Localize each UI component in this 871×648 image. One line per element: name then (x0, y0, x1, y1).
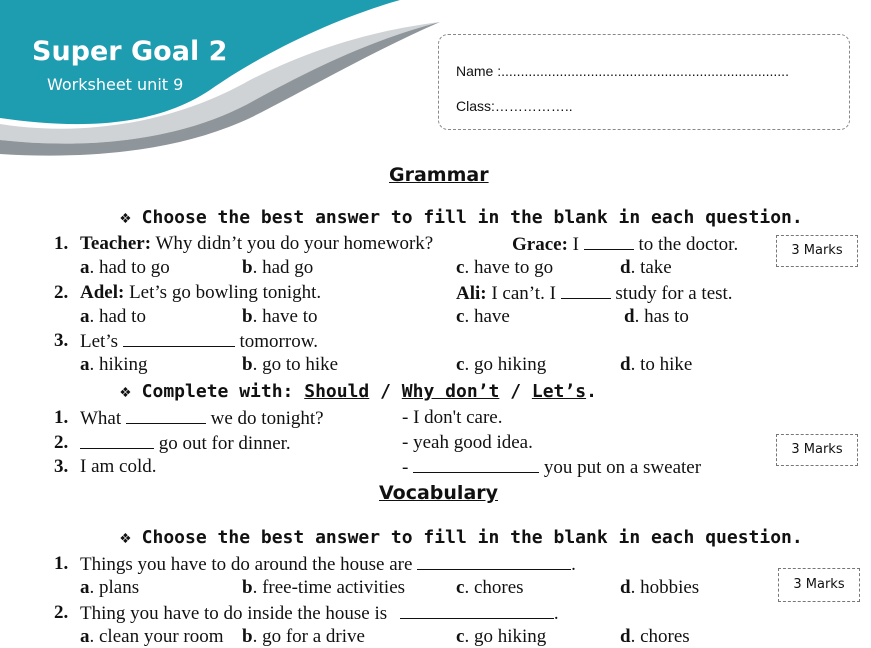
c1-reply: - I don't care. (402, 407, 503, 428)
q1-option-b[interactable]: b. had go (242, 257, 314, 278)
q3-number: 3. (54, 330, 69, 351)
instruction2-period: . (586, 381, 597, 402)
grammar-instruction-2 (120, 381, 597, 402)
v1-end: . (571, 554, 576, 575)
v1-number: 1. (54, 553, 69, 574)
q2-option-d[interactable]: d. has to (624, 306, 689, 327)
student-info-box (438, 34, 850, 130)
c2-line (80, 432, 291, 455)
class-label: Class: (456, 98, 495, 114)
grammar-instruction-1: ❖ Choose the best answer to fill in the blank in each question. (120, 207, 803, 228)
q3-option-b[interactable]: b. go to hike (242, 354, 339, 375)
q2-line-a (80, 282, 321, 304)
q1-number: 1. (54, 233, 69, 254)
q1-speaker-a: Teacher: (80, 233, 152, 254)
q2-blank[interactable] (561, 282, 611, 299)
v1-option-b[interactable]: b. free-time activities (242, 577, 406, 598)
q1-blank[interactable] (584, 233, 634, 250)
c1-pre: What (80, 408, 122, 429)
option-should: Should (304, 381, 370, 402)
q3-option-c[interactable]: c. go hiking (456, 354, 547, 375)
q1-option-a[interactable]: a. had to go (80, 257, 170, 278)
class-dots: …………….. (494, 98, 573, 114)
worksheet-title: Super Goal 2 (32, 36, 228, 67)
v1-text: Things you have to do around the house are (80, 554, 413, 575)
name-field[interactable] (456, 63, 789, 79)
c2-number: 2. (54, 432, 69, 453)
q2-speaker-b: Ali: (456, 283, 487, 304)
v1-option-c[interactable]: c. chores (456, 577, 524, 598)
vocabulary-marks: 3 Marks (778, 568, 860, 602)
q2-text-b-pre: I can’t. I (491, 283, 556, 304)
c3-reply (402, 456, 701, 479)
c3-number: 3. (54, 456, 69, 477)
q2-option-b[interactable]: b. have to (242, 306, 318, 327)
v1-line (80, 553, 576, 576)
c3-text: I am cold. (80, 456, 157, 477)
q3-option-d[interactable]: d. to hike (620, 354, 693, 375)
q1-option-c[interactable]: c. have to go (456, 257, 554, 278)
v2-option-b[interactable]: b. go for a drive (242, 626, 365, 647)
q3-line (80, 330, 318, 353)
separator-2: / (510, 381, 522, 402)
grammar-marks-2: 3 Marks (776, 434, 858, 466)
v1-option-d[interactable]: d. hobbies (620, 577, 700, 598)
name-label: Name : (456, 63, 502, 79)
q2-option-a[interactable]: a. had to (80, 306, 146, 327)
c1-number: 1. (54, 407, 69, 428)
q3-text-pre: Let’s (80, 331, 118, 352)
v2-option-c[interactable]: c. go hiking (456, 626, 547, 647)
q2-speaker-a: Adel: (80, 282, 125, 303)
q1-text-b-post: to the doctor. (638, 234, 739, 255)
v2-option-a[interactable]: a. clean your room (80, 626, 224, 647)
vocabulary-instruction: ❖ Choose the best answer to fill in the blank in each question. (120, 527, 803, 548)
c3-blank[interactable] (413, 456, 539, 473)
c2-blank[interactable] (80, 432, 154, 449)
q1-speaker-b: Grace: (512, 234, 568, 255)
c3-reply-post: you put on a sweater (543, 457, 702, 478)
v2-end: . (553, 603, 559, 624)
q3-blank[interactable] (123, 330, 235, 347)
name-dots: .......................................................................... (501, 63, 789, 79)
option-lets: Let’s (531, 381, 587, 402)
v2-text: Thing you have to do inside the house is (80, 603, 388, 624)
q3-option-a[interactable]: a. hiking (80, 354, 148, 375)
q1-text-b-pre: I (572, 234, 579, 255)
v2-option-d[interactable]: d. chores (620, 626, 690, 647)
c2-reply: - yeah good idea. (402, 432, 533, 453)
instruction2-prefix: ❖ Complete with: (120, 381, 294, 402)
q2-line-b (456, 282, 733, 305)
c1-line (80, 407, 324, 430)
c3-reply-pre: - (402, 457, 409, 478)
c1-blank[interactable] (126, 407, 206, 424)
q1-line-a (80, 233, 433, 255)
c2-post: go out for dinner. (158, 433, 291, 454)
v1-option-a[interactable]: a. plans (80, 577, 140, 598)
q1-text-a: Why didn’t you do your homework? (155, 233, 434, 254)
grammar-marks-1: 3 Marks (776, 235, 858, 267)
q2-text-b-post: study for a test. (615, 283, 733, 304)
q2-number: 2. (54, 282, 69, 303)
option-why-dont: Why don’t (401, 381, 500, 402)
q3-text-post: tomorrow. (239, 331, 318, 352)
separator-1: / (380, 381, 391, 402)
v1-blank[interactable] (417, 553, 571, 570)
v2-number: 2. (54, 602, 69, 623)
vocabulary-heading: Vocabulary (379, 482, 499, 504)
grammar-heading: Grammar (389, 164, 489, 186)
q2-text-a: Let’s go bowling tonight. (129, 282, 322, 303)
q2-option-c[interactable]: c. have (456, 306, 510, 327)
q1-line-b (512, 233, 738, 256)
v2-blank[interactable] (400, 602, 554, 619)
q1-option-d[interactable]: d. take (620, 257, 672, 278)
v2-line (80, 602, 559, 625)
worksheet-subtitle: Worksheet unit 9 (47, 75, 184, 94)
c1-post: we do tonight? (210, 408, 324, 429)
class-field[interactable] (456, 98, 573, 114)
